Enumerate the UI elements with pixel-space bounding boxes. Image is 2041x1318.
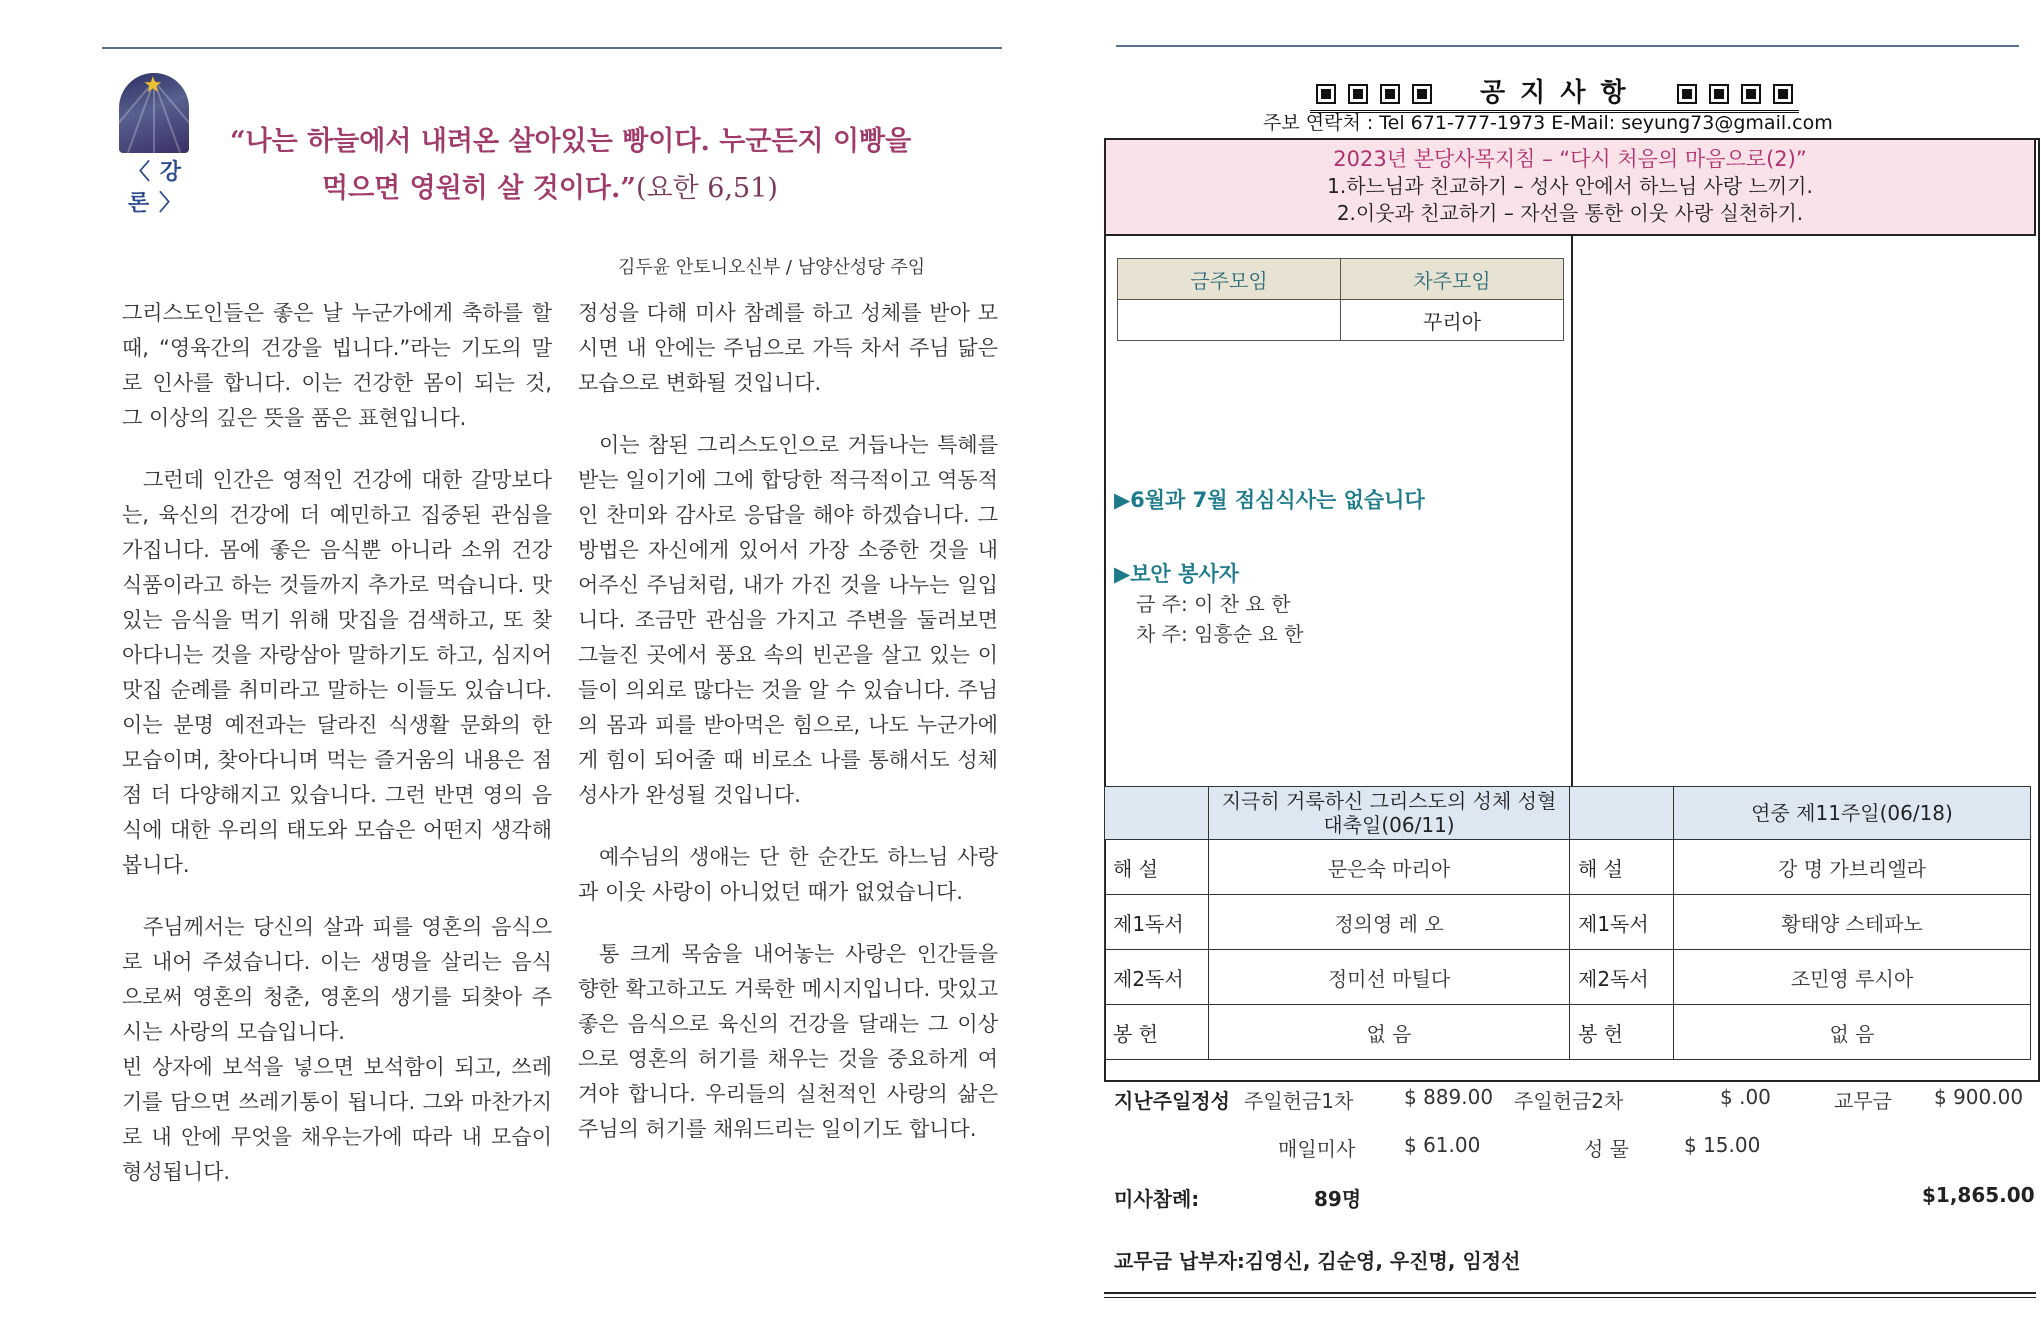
daily-mass-value: $ 61.00 <box>1404 1133 1481 1157</box>
role-label: 봉 헌 <box>1570 1005 1674 1060</box>
square-icon <box>1709 84 1729 104</box>
role-label: 봉 헌 <box>1105 1005 1209 1060</box>
role-left: 문은숙 마리아 <box>1209 840 1570 895</box>
square-icon <box>1741 84 1761 104</box>
square-icon <box>1380 84 1400 104</box>
sermon-column-1 <box>122 296 552 1217</box>
last-week-offering-label: 지난주일정성 <box>1114 1089 1230 1113</box>
diocese-fee-label: 교무금 <box>1834 1089 1892 1113</box>
role-right: 강 명 가브리엘라 <box>1674 840 2031 895</box>
paragraph: 예수님의 생애는 단 한 순간도 하느님 사랑과 이웃 사랑이 아니었던 때가 없었습니다. <box>578 845 998 904</box>
header-blank <box>1570 787 1674 840</box>
diocese-fee-payers: 교무금 납부자:김영신, 김순영, 우진명, 임정선 <box>1114 1249 1521 1273</box>
sunday-collection-2-value: $ .00 <box>1720 1085 1771 1109</box>
daily-mass-label: 매일미사 <box>1278 1137 1356 1161</box>
this-week-meeting-value <box>1118 300 1341 341</box>
square-icon <box>1412 84 1432 104</box>
table-row <box>1105 895 2031 950</box>
pastoral-policy <box>1104 138 2036 236</box>
sermon-column-2 <box>578 296 998 1174</box>
quote-reference: (요한 6,51) <box>635 173 778 204</box>
role-right: 없 음 <box>1674 1005 2031 1060</box>
mass-attendance-value: 89명 <box>1314 1187 1362 1211</box>
sermon-author: 김두윤 안토니오신부 / 남양산성당 주임 <box>618 257 926 278</box>
mass-attendance-label: 미사참례: <box>1114 1187 1200 1211</box>
sunday-collection-1-value: $ 889.00 <box>1404 1085 1494 1109</box>
diocese-fee-value: $ 900.00 <box>1934 1085 2024 1109</box>
column-divider <box>1571 236 1573 786</box>
right-feast-header: 연중 제11주일(06/18) <box>1674 787 2031 840</box>
header-blank <box>1105 787 1209 840</box>
security-this-week: 금 주: 이 찬 요 한 <box>1136 592 1291 616</box>
notice-title-text: 공 지 사 항 <box>1480 78 1629 108</box>
quote-line-1: “나는 하늘에서 내려온 살아있는 빵이다. 누군든지 이빵을 <box>230 126 912 157</box>
bottom-rule <box>1104 1297 2036 1298</box>
bottom-rule <box>1104 1292 2036 1294</box>
role-right: 조민영 루시아 <box>1674 950 2031 1005</box>
left-feast-header: 지극히 거룩하신 그리스도의 성체 성혈 대축일(06/11) <box>1209 787 1570 840</box>
quote-line-2: 먹으면 영원히 살 것이다.” <box>322 173 636 204</box>
policy-item-2: 2.이웃과 친교하기 – 자선을 통한 이웃 사랑 실천하기. <box>1336 201 1804 225</box>
sunday-collection-1-label: 주일헌금1차 <box>1244 1089 1354 1113</box>
sunday-collection-2-label: 주일헌금2차 <box>1514 1089 1624 1113</box>
role-label: 제2독서 <box>1570 950 1674 1005</box>
religious-goods-value: $ 15.00 <box>1684 1133 1761 1157</box>
role-label: 해 설 <box>1570 840 1674 895</box>
paragraph: 그런데 인간은 영적인 건강에 대한 갈망보다는, 육신의 건강에 더 예민하고 집중된 관심을 가집니다. 몸에 좋은 음식뿐 아니라 소위 건강식품이라고 하는 것들까지 추가로 먹습니다. 맛있는 음식을 먹기 위해 맛집을 검색하고, 또 찾아다니는 것을 자랑삼아 말하기도 하고, 심지어 맛집 순례를 취미라고 말하는 이들도 있습니다. 이는 분명 예전과는 달라진 식생활 문화의 한 모습이며, 찾아다니며 먹는 즐거움의 내용은 점점 더 다양해지고 있습니다. 그런 반면 영의 음식에 대한 우리의 태도와 모습은 어떤지 생각해 봅니다. <box>122 468 552 877</box>
square-icon <box>1316 84 1336 104</box>
role-left: 없 음 <box>1209 1005 1570 1060</box>
paragraph: 이는 참된 그리스도인으로 거듭나는 특혜를 받는 일이기에 그에 합당한 적극적이고 역동적인 찬미와 감사로 응답을 해야 하겠습니다. 그 방법은 자신에게 있어서 가장 소중한 것을 내어주신 주님처럼, 내가 가진 것을 나누는 일입니다. 조금만 관심을 가지고 주변을 둘러보면 그늘진 곳에서 풍요 속의 빈곤을 살고 있는 이들이 의외로 많다는 것을 알 수 있습니다. 주님의 몸과 피를 받아먹은 힘으로, 나도 누군가에게 힘이 되어줄 때 비로소 나를 통해서도 성체성사가 완성될 것입니다. <box>578 433 998 807</box>
role-label: 해 설 <box>1105 840 1209 895</box>
role-label: 제2독서 <box>1105 950 1209 1005</box>
next-week-meeting-header: 차주모임 <box>1341 259 1564 300</box>
top-rule-left <box>102 47 1002 49</box>
meeting-table <box>1117 258 1564 341</box>
church-window-icon <box>119 73 189 153</box>
this-week-meeting-header: 금주모임 <box>1118 259 1341 300</box>
security-volunteer-title: ▶보안 봉사자 <box>1114 562 1239 586</box>
security-next-week: 차 주: 임흥순 요 한 <box>1136 622 1304 646</box>
paragraph: 그리스도인들은 좋은 날 누군가에게 축하를 할 때, “영육간의 건강을 빕니다.”라는 기도의 말로 인사를 합니다. 이는 건강한 몸이 되는 것, 그 이상의 깊은 뜻을 품은 표현입니다. <box>122 301 552 430</box>
square-icon <box>1348 84 1368 104</box>
lunch-notice: ▶6월과 7월 점심식사는 없습니다 <box>1114 488 1425 512</box>
paragraph: 정성을 다해 미사 참례를 하고 성체를 받아 모시면 내 안에는 주님으로 가득 차서 주님 닮은 모습으로 변화될 것입니다. <box>578 301 998 395</box>
role-label: 제1독서 <box>1570 895 1674 950</box>
total-amount: $1,865.00 <box>1922 1183 2035 1207</box>
table-row <box>1105 840 2031 895</box>
paragraph: 주님께서는 당신의 살과 피를 영혼의 음식으로 내어 주셨습니다. 이는 생명을 살리는 음식으로써 영혼의 청춘, 영혼의 생기를 되찾아 주시는 사랑의 모습입니다. <box>122 915 552 1044</box>
top-rule-right <box>1116 45 2019 47</box>
sermon-label: 〈 강론 〉 <box>128 160 182 216</box>
role-right: 황태양 스테파노 <box>1674 895 2031 950</box>
role-left: 정의영 레 오 <box>1209 895 1570 950</box>
religious-goods-label: 성 물 <box>1584 1137 1629 1161</box>
table-row <box>1105 950 2031 1005</box>
policy-title: 2023년 본당사목지침 – “다시 처음의 마음으로(2)” <box>1333 147 1807 171</box>
notice-title <box>1310 72 1799 113</box>
next-week-meeting-value: 꾸리아 <box>1341 300 1564 341</box>
star-icon: ★ <box>143 73 163 98</box>
policy-item-1: 1.하느님과 친교하기 – 성사 안에서 하느님 사랑 느끼기. <box>1327 174 1813 198</box>
contact-info: 주보 연락처 : Tel 671-777-1973 E-Mail: seyung73@gmail.com <box>1263 112 1833 134</box>
paragraph: 빈 상자에 보석을 넣으면 보석함이 되고, 쓰레기를 담으면 쓰레기통이 됩니다. 그와 마찬가지로 내 안에 무엇을 채우는가에 따라 내 모습이 형성됩니다. <box>122 1055 552 1184</box>
sermon-logo <box>117 73 193 216</box>
sermon-quote <box>230 118 990 212</box>
square-icon <box>1773 84 1793 104</box>
paragraph: 통 크게 목숨을 내어놓는 사랑은 인간들을 향한 확고하고도 거룩한 메시지입니다. 맛있고 좋은 음식으로 육신의 건강을 달래는 그 이상으로 영혼의 허기를 채우는 것을 중요하게 여겨야 합니다. 우리들의 실천적인 사랑의 삶은 주님의 허기를 채워드리는 일이기도 합니다. <box>578 942 998 1141</box>
liturgy-roles-table <box>1104 786 2031 1060</box>
role-left: 정미선 마틸다 <box>1209 950 1570 1005</box>
table-row <box>1105 1005 2031 1060</box>
role-label: 제1독서 <box>1105 895 1209 950</box>
square-icon <box>1677 84 1697 104</box>
